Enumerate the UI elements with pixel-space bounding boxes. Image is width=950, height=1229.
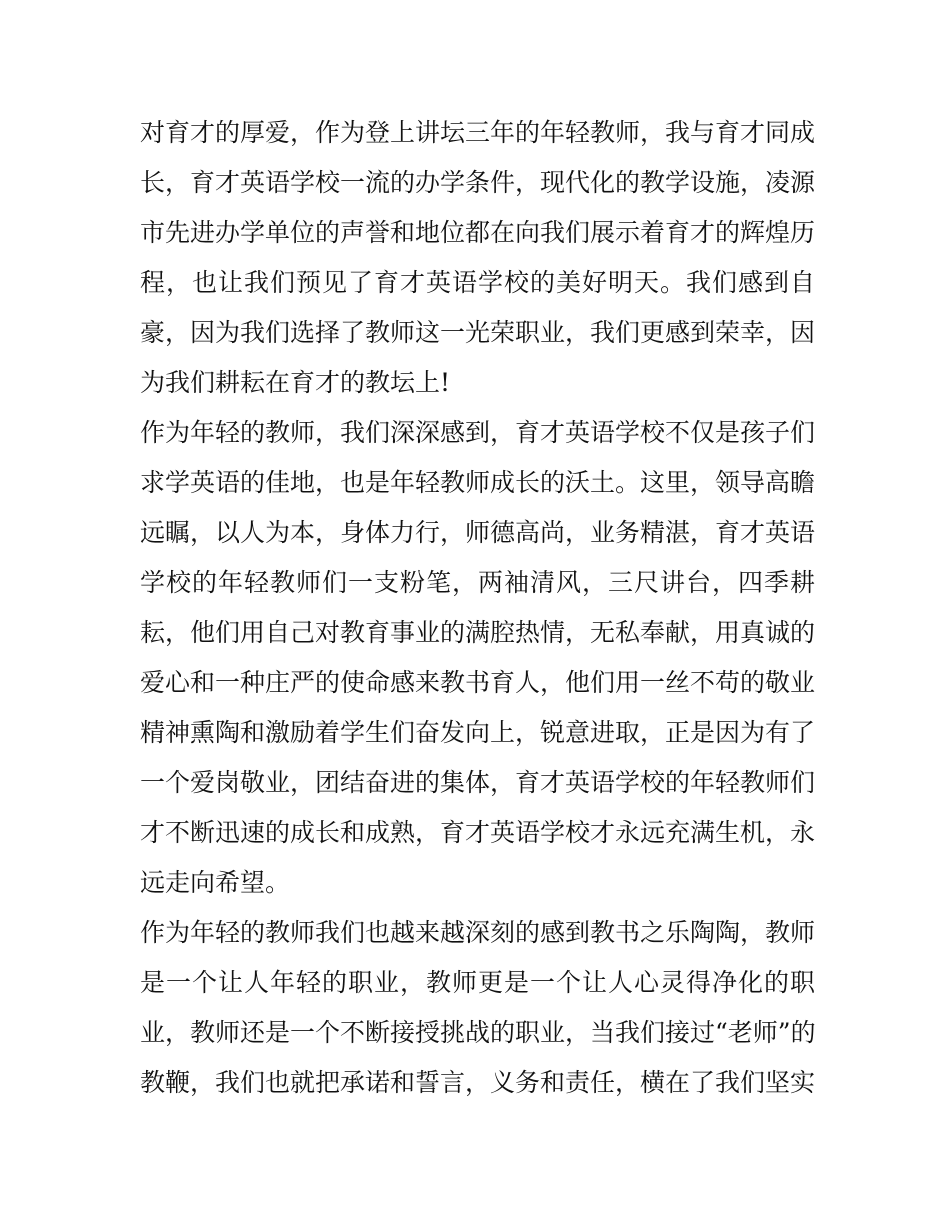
text-line: 才不断迅速的成长和成熟，育才英语学校才永远充满生机，永 — [140, 818, 816, 847]
text-line: 耘，他们用自己对教育事业的满腔热情，无私奉献，用真诚的 — [140, 618, 816, 647]
text-line: 远瞩，以人为本，身体力行，师德高尚，业务精湛，育才英语 — [140, 518, 816, 547]
text-line: 作为年轻的教师，我们深深感到，育才英语学校不仅是孩子们 — [140, 418, 816, 447]
text-line: 业，教师还是一个不断接授挑战的职业，当我们接过“老师”的 — [140, 1018, 816, 1047]
text-line: 程，也让我们预见了育才英语学校的美好明天。我们感到自 — [140, 268, 815, 297]
text-line: 长，育才英语学校一流的办学条件，现代化的教学设施，凌源 — [140, 168, 816, 197]
text-line: 是一个让人年轻的职业，教师更是一个让人心灵得净化的职 — [140, 968, 815, 997]
text-line: 求学英语的佳地，也是年轻教师成长的沃土。这里，领导高瞻 — [140, 468, 816, 497]
text-line: 市先进办学单位的声誉和地位都在向我们展示着育才的辉煌历 — [140, 218, 816, 247]
paragraph-3 — [140, 908, 815, 1108]
text-line: 作为年轻的教师我们也越来越深刻的感到教书之乐陶陶，教师 — [140, 918, 816, 947]
text-line: 教鞭，我们也就把承诺和誓言，义务和责任，横在了我们坚实 — [140, 1068, 816, 1097]
text-line: 精神熏陶和激励着学生们奋发向上，锐意进取，正是因为有了 — [140, 718, 816, 747]
text-line: 远走向希望。 — [140, 868, 291, 897]
text-line: 学校的年轻教师们一支粉笔，两袖清风，三尺讲台，四季耕 — [140, 568, 815, 597]
paragraph-2 — [140, 408, 815, 908]
text-line: 为我们耕耘在育才的教坛上! — [140, 368, 451, 397]
text-line: 爱心和一种庄严的使命感来教书育人，他们用一丝不苟的敬业 — [140, 668, 816, 697]
text-line: 对育才的厚爱，作为登上讲坛三年的年轻教师，我与育才同成 — [140, 118, 816, 147]
text-line: 一个爱岗敬业，团结奋进的集体，育才英语学校的年轻教师们 — [140, 768, 816, 797]
text-line: 豪，因为我们选择了教师这一光荣职业，我们更感到荣幸，因 — [140, 318, 816, 347]
paragraph-1 — [140, 108, 815, 408]
body-text — [140, 108, 815, 1108]
